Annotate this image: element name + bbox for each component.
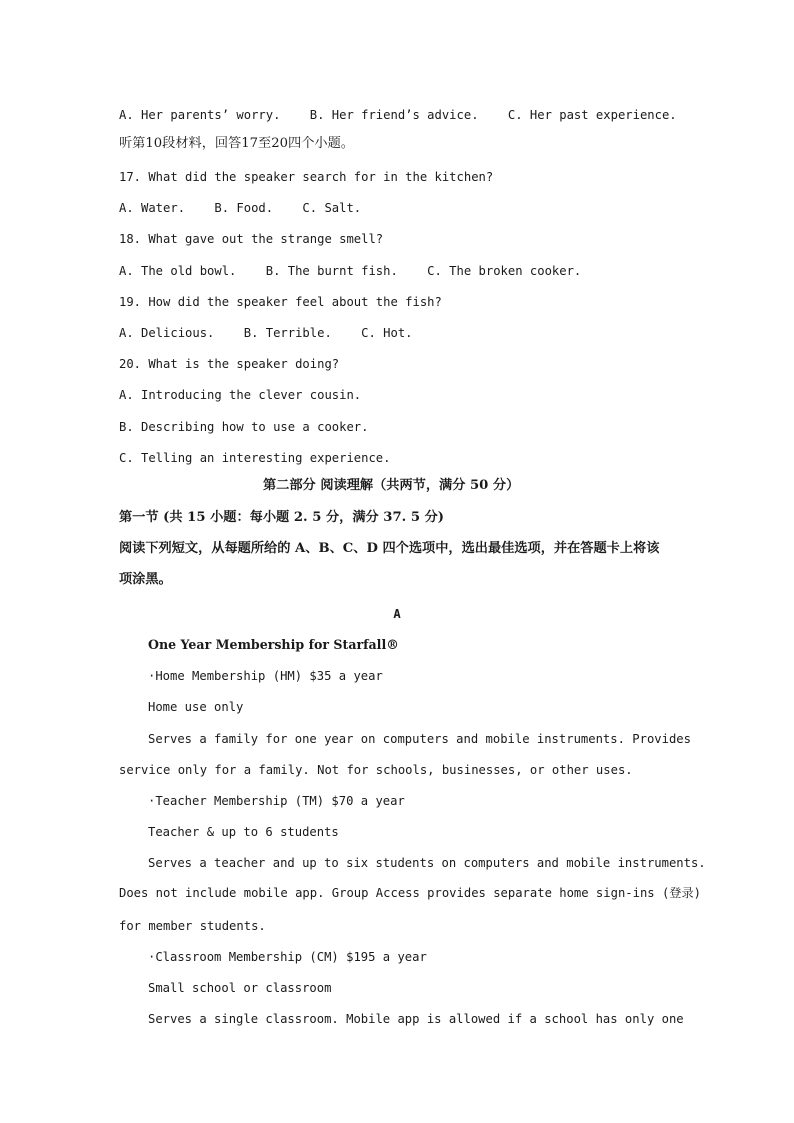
home-membership-heading: ·Home Membership (HM) $35 a year [148, 669, 383, 683]
section-one-heading: 第一节 (共 15 小题：每小题 2. 5 分，满分 37. 5 分) [119, 510, 445, 525]
classroom-membership-subtitle: Small school or classroom [148, 981, 332, 995]
teacher-membership-subtitle: Teacher & up to 6 students [148, 825, 339, 839]
option-line-q16: A. Her parents’ worry. B. Her friend’s advice. C. Her past experience. [119, 108, 677, 122]
classroom-membership-desc-1: Serves a single classroom. Mobile app is allowed if a school has only one [148, 1012, 684, 1026]
home-membership-subtitle: Home use only [148, 700, 244, 714]
question-19: 19. How did the speaker feel about the fish? [119, 295, 442, 309]
option-a-q20: A. Introducing the clever cousin. [119, 388, 362, 402]
reading-instruction-line-1: 阅读下列短文，从每题所给的 A、B、C、D 四个选项中，选出最佳选项，并在答题卡上将该 [119, 541, 660, 556]
passage-title: One Year Membership for Starfall® [148, 637, 399, 652]
option-line-q18: A. The old bowl. B. The burnt fish. C. The broken cooker. [119, 264, 582, 278]
section-instruction: 听第10段材料，回答17至20四个小题。 [119, 136, 354, 151]
teacher-membership-desc-3: for member students. [119, 919, 266, 933]
teacher-membership-heading: ·Teacher Membership (TM) $70 a year [148, 794, 405, 808]
option-c-q20: C. Telling an interesting experience. [119, 451, 391, 465]
option-line-q19: A. Delicious. B. Terrible. C. Hot. [119, 326, 413, 340]
passage-label: A [393, 607, 401, 621]
classroom-membership-heading: ·Classroom Membership (CM) $195 a year [148, 950, 427, 964]
teacher-membership-desc-1: Serves a teacher and up to six students on computers and mobile instruments. [148, 856, 706, 870]
question-20: 20. What is the speaker doing? [119, 357, 340, 371]
teacher-membership-desc-2: Does not include mobile app. Group Access provides separate home sign-ins (登录) [119, 886, 702, 900]
reading-instruction-line-2: 项涂黑。 [119, 572, 172, 587]
question-17: 17. What did the speaker search for in the kitchen? [119, 170, 494, 184]
home-membership-desc-1: Serves a family for one year on computers and mobile instruments. Provides [148, 732, 691, 746]
home-membership-desc-2: service only for a family. Not for schools, businesses, or other uses. [119, 763, 633, 777]
question-18: 18. What gave out the strange smell? [119, 232, 384, 246]
part-two-heading: 第二部分 阅读理解（共两节，满分 50 分） [263, 478, 520, 493]
option-line-q17: A. Water. B. Food. C. Salt. [119, 201, 362, 215]
option-b-q20: B. Describing how to use a cooker. [119, 420, 369, 434]
